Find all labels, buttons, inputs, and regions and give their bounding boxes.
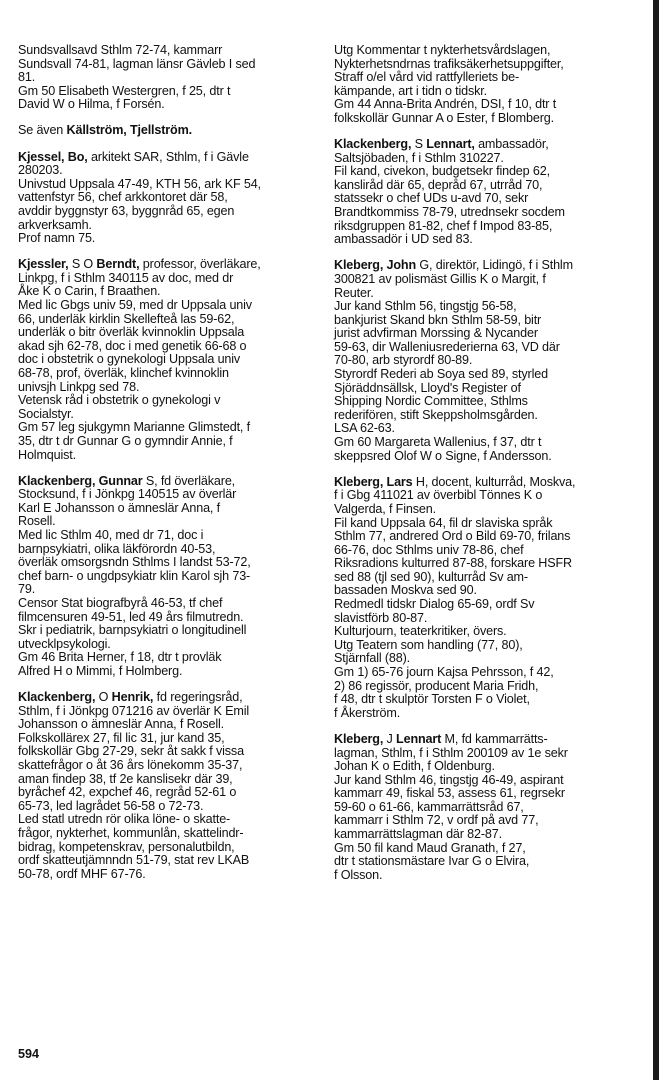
entry-headline bbox=[18, 691, 328, 705]
entry-text-line: slavistförb 80-87. bbox=[334, 610, 428, 625]
page-number: 594 bbox=[18, 1047, 40, 1061]
entry-text-line: f Åkerström. bbox=[334, 705, 401, 720]
entry-text-line: Led statl utredn rör olika löne- o skatte- bbox=[18, 812, 231, 827]
entry-text-line: skattefrågor o åt 36 års lönekomm 35-37, bbox=[18, 758, 243, 772]
entry-text-line: utvecklpsykologi. bbox=[18, 636, 111, 651]
entry-headline bbox=[18, 151, 328, 165]
entry-text-line: frågor, nykterhet, kommunlån, skattelindr- bbox=[18, 825, 244, 840]
left-column bbox=[18, 44, 328, 894]
entry-text-line: LSA 62-63. bbox=[334, 421, 395, 436]
entry-text: arkitekt SAR, Sthlm, f i Gävle bbox=[87, 149, 249, 164]
entry-text-line: kämpande, art i tidn o tidskr. bbox=[334, 83, 488, 98]
entry-text-line: Gm 60 Margareta Wallenius, f 37, dtr t bbox=[334, 435, 542, 450]
entry-text-line: Folkskollärex 27, fil lic 31, jur kand 35, bbox=[18, 730, 225, 745]
entry-text-line: Vetensk råd i obstetrik o gynekologi v bbox=[18, 393, 221, 408]
entry-text-line: Gm 57 leg sjukgymn Marianne Glimstedt, f bbox=[18, 420, 250, 435]
entry-text-line: Brandtkommiss 78-79, utrednsekr socdem bbox=[334, 205, 565, 220]
entry-text-line: filmcensuren 49-51, led 49 års filmutredn. bbox=[18, 609, 244, 624]
entry-name-bold: Berndt, bbox=[96, 257, 140, 272]
entry-text-line: 35, dtr t dr Gunnar G o gymndir Annie, f bbox=[18, 433, 233, 448]
entry-name-bold: Klackenberg, Gunnar bbox=[18, 473, 143, 488]
entry-headline: Utg Kommentar t nykterhetsvårdslagen, bbox=[334, 43, 551, 57]
entry-text-line: 66-76, doc Sthlms univ 78-86, chef bbox=[334, 542, 524, 557]
entry-text-line: Utg Teatern som handling (77, 80), bbox=[334, 637, 523, 652]
entry-text-line: 50-78, ordf MHF 67-76. bbox=[18, 866, 146, 881]
biography-entry bbox=[334, 259, 646, 463]
entry-text-line: f Olsson. bbox=[334, 867, 383, 882]
entry-text: H, docent, kulturråd, Moskva, bbox=[412, 474, 576, 489]
biography-entry bbox=[18, 44, 328, 112]
entry-text-line: ordf skatteutjämnndn 51-79, stat rev LKAB bbox=[18, 853, 250, 868]
entry-text-line: Gm 44 Anna-Brita Andrén, DSI, f 10, dtr t bbox=[334, 97, 557, 112]
entry-text-line: Gm 50 fil kand Maud Granath, f 27, bbox=[334, 840, 526, 855]
page-edge-shadow bbox=[653, 0, 659, 1080]
entry-text-line: Holmquist. bbox=[18, 447, 76, 462]
entry-text-line: bassaden Moskva sed 90. bbox=[334, 583, 477, 598]
entry-text: J bbox=[383, 731, 397, 746]
entry-text-line: Åke K o Carin, f Braathen. bbox=[18, 284, 161, 299]
entry-text-line: 2) 86 regissör, producent Maria Fridh, bbox=[334, 678, 539, 693]
entry-text: fd regeringsråd, bbox=[153, 690, 243, 705]
entry-text-line: 70-80, arb styrordf 80-89. bbox=[334, 353, 473, 368]
entry-text-line: f i Gbg 411021 av överbibl Tönnes K o bbox=[334, 488, 543, 503]
entry-headline bbox=[18, 475, 328, 489]
entry-headline bbox=[334, 259, 646, 273]
entry-text-line: Gm 46 Brita Herner, f 18, dtr t provläk bbox=[18, 650, 222, 665]
entry-text-line: Linkpg, f i Sthlm 340115 av doc, med dr bbox=[18, 270, 234, 285]
entry-headline bbox=[18, 258, 328, 272]
entry-name-bold: Klackenberg, bbox=[18, 690, 96, 705]
entry-text-line: sed 88 (tjl sed 90), kulturråd Sv am- bbox=[334, 569, 528, 584]
entry-text-line: Prof namn 75. bbox=[18, 231, 96, 246]
entry-text-line: akad sjh 62-78, doc i med genetik 66-68 o bbox=[18, 338, 247, 353]
entry-text-line: Styrordf Rederi ab Soya sed 89, styrled bbox=[334, 367, 548, 382]
entry-text-line: Sjöräddnsällsk, Lloyd's Register of bbox=[334, 380, 521, 395]
entry-text-line: Rosell. bbox=[18, 514, 56, 529]
entry-text: professor, överläkare, bbox=[139, 257, 261, 272]
entry-text-line: kanslіråd där 65, depråd 67, utrråd 70, bbox=[334, 177, 543, 192]
entry-text-line: 68-78, prof, överläk, klinchef kvinnoklin bbox=[18, 365, 229, 380]
entry-name-bold: Henrik, bbox=[111, 690, 154, 705]
entry-text-line: dtr t stationsmästare Ivar G o Elvira, bbox=[334, 854, 530, 869]
entry-text-line: aman findep 38, tf 2e kanslisekr där 39, bbox=[18, 771, 233, 786]
entry-text-line: riksdgruppen 81-82, chef f Impod 83-85, bbox=[334, 218, 553, 233]
biography-entry bbox=[334, 138, 646, 247]
biography-entry bbox=[18, 475, 328, 679]
entry-text-line: lagman, Sthlm, f i Sthlm 200109 av 1e sekr bbox=[334, 745, 568, 760]
entry-text-line: Sthlm, f i Jönkpg 071216 av överlär K Emil bbox=[18, 703, 249, 718]
entry-text: G, direktör, Lidingö, f i Sthlm bbox=[416, 258, 573, 273]
right-column bbox=[334, 44, 646, 895]
entry-text-line: Med lic Sthlm 40, med dr 71, doc i bbox=[18, 528, 204, 542]
entry-text-line: folkskollär Gunnar A o Ester, f Blomberg. bbox=[334, 110, 554, 125]
entry-name-bold: Kleberg, bbox=[334, 731, 384, 746]
entry-text-line: barnpsykiatri, olika läkförordn 40-53, bbox=[18, 541, 216, 556]
entry-text-line: Censor Stat biografbyrå 46-53, tf chef bbox=[18, 595, 223, 610]
entry-name-bold: Källström, Tjellström. bbox=[66, 123, 192, 138]
entry-text-line: Skr i pediatrik, barnpsykiatri o longitudinell bbox=[18, 623, 247, 638]
entry-text-line: Alfred H o Mimmi, f Holmberg. bbox=[18, 663, 183, 678]
entry-text-line: Sundsvall 74-81, lagman länsr Gävleb I sed bbox=[18, 56, 256, 71]
entry-text: O bbox=[95, 690, 112, 705]
entry-text-line: David W o Hilma, f Forsén. bbox=[18, 97, 165, 112]
entry-text-line: doc i obstetrik o gynekologi Uppsala univ bbox=[18, 352, 241, 367]
entry-text-line: Johansson o ämneslär Anna, f Rosell. bbox=[18, 717, 225, 732]
entry-text-line: Socialstyr. bbox=[18, 406, 74, 421]
entry-text-line: avddir byggnstyr 63, byggnråd 65, egen bbox=[18, 203, 235, 218]
biography-entry bbox=[334, 44, 646, 126]
entry-text-line: Saltsjöbaden, f i Sthlm 310227. bbox=[334, 150, 504, 165]
entry-text-line: Sthlm 77, andrered Ord o Bild 69-70, frilans bbox=[334, 529, 571, 544]
entry-text-line: Valgerda, f Finsen. bbox=[334, 501, 436, 516]
entry-text-line: Stjärnfall (88). bbox=[334, 651, 410, 666]
entry-text-line: 300821 av polismäst Gillis K o Margit, f bbox=[334, 271, 546, 286]
entry-text-line: Shipping Nordic Committee, Sthlms bbox=[334, 394, 528, 409]
entry-name-bold: Kjessel, Bo, bbox=[18, 149, 88, 164]
entry-text: S bbox=[411, 137, 427, 152]
entry-text: ambassadör, bbox=[474, 137, 549, 152]
entry-text: M, fd kammarrätts- bbox=[441, 731, 548, 746]
entry-text-line: bidrag, kompetenskrav, personalutbildn, bbox=[18, 839, 235, 854]
entry-text-line: Fil kand Uppsala 64, fil dr slaviska språk bbox=[334, 515, 553, 530]
entry-text-line: byråchef 42, expchef 46, regråd 52-61 o bbox=[18, 785, 237, 800]
entry-text-line: ambassadör i UD sed 83. bbox=[334, 232, 473, 247]
entry-text-line: 59-63, dir Walleniusrederierna 63, VD där bbox=[334, 339, 560, 354]
entry-text-line: kammarr 49, fiskal 53, assess 61, regrsekr bbox=[334, 786, 565, 801]
entry-text-line: 65-73, led lagrådet 56-58 o 72-73. bbox=[18, 798, 204, 813]
entry-text-line: 79. bbox=[18, 582, 36, 597]
entry-name-bold: Kleberg, Lars bbox=[334, 474, 413, 489]
entry-text-line: Jur kand Sthlm 56, tingstjg 56-58, bbox=[334, 299, 517, 314]
entry-text-line: Reuter. bbox=[334, 285, 374, 300]
entry-text-line: Univstud Uppsala 47-49, KTH 56, ark KF 54, bbox=[18, 176, 261, 191]
entry-text-line: chef barn- o ungdpsykiatr klin Karol sjh 73- bbox=[18, 568, 251, 583]
entry-text-line: 66, underläk kirklin Skellefteå las 59-62, bbox=[18, 311, 235, 326]
entry-text-line: f 48, dtr t skulptör Torsten F o Violet, bbox=[334, 692, 530, 707]
biography-entry bbox=[18, 258, 328, 462]
entry-name-bold: Lennart bbox=[396, 731, 442, 746]
entry-text-line: 280203. bbox=[18, 163, 63, 178]
entry-text-line: 59-60 o 61-66, kammarrättsråd 67, bbox=[334, 799, 524, 814]
entry-text-line: underläk o bitr överläk kvinnoklin Uppsala bbox=[18, 325, 245, 340]
entry-text-line: kammarr i Sthlm 72, v ordf på avd 77, bbox=[334, 813, 539, 828]
entry-text-line: Johan K o Edith, f Oldenburg. bbox=[334, 759, 495, 774]
entry-text-line: jurist advfirman Morssing & Nycander bbox=[334, 326, 538, 341]
entry-text-line: folkskollär Gbg 27-29, sekr åt sakk f vissa bbox=[18, 744, 244, 759]
entry-text-line: Fil kand, civekon, budgetsekr findep 62, bbox=[334, 164, 550, 179]
entry-text-line: rederifören, stift Skeppsholmsgården. bbox=[334, 407, 538, 422]
entry-text-line: Nykterhetsndrnas trafiksäkerhetsuppgifter, bbox=[334, 56, 564, 71]
entry-text-line: skeppsred Olof W o Signe, f Andersson. bbox=[334, 448, 552, 463]
entry-name-bold: Kjessler, bbox=[18, 257, 69, 272]
entry-text-line: statssekr o chef UDs u-avd 70, sekr bbox=[334, 191, 529, 206]
entry-text-line: Karl E Johansson o ämneslär Anna, f bbox=[18, 500, 220, 515]
entry-text-line: Riksradions kulturred 87-88, forskare HSFR bbox=[334, 556, 572, 571]
biography-entry bbox=[18, 691, 328, 881]
entry-text-line: bankjurist Skand bkn Sthlm 58-59, bitr bbox=[334, 312, 542, 327]
entry-name-bold: Lennart, bbox=[426, 137, 475, 152]
entry-text-line: arkverksamh. bbox=[18, 217, 92, 232]
entry-text-line: Kulturjourn, teaterkritiker, övers. bbox=[334, 624, 507, 639]
entry-text-line: univsjh Linkpg sed 78. bbox=[18, 379, 140, 394]
entry-text-line: Stocksund, f i Jönkpg 140515 av överlär bbox=[18, 487, 237, 502]
entry-text-line: vattenfstyr 56, chef arkkontoret där 58, bbox=[18, 190, 228, 205]
entry-text-line: överläk omsorgsndn Sthlms I landst 53-72, bbox=[18, 555, 251, 570]
entry-headline bbox=[18, 124, 328, 138]
entry-text: S, fd överläkare, bbox=[142, 473, 236, 488]
biography-entry bbox=[334, 733, 646, 883]
entry-headline: Sundsvallsavd Sthlm 72-74, kammarr bbox=[18, 43, 223, 57]
entry-text-line: kammarrättslagman där 82-87. bbox=[334, 827, 502, 842]
entry-headline bbox=[334, 138, 646, 152]
entry-text-line: Gm 50 Elisabeth Westergren, f 25, dtr t bbox=[18, 83, 231, 98]
entry-headline bbox=[334, 476, 646, 490]
entry-text-line: Med lic Gbgs univ 59, med dr Uppsala univ bbox=[18, 298, 252, 312]
entry-text: Se även bbox=[18, 123, 67, 138]
biography-entry bbox=[18, 151, 328, 246]
entry-headline bbox=[334, 733, 646, 747]
biography-entry bbox=[18, 124, 328, 138]
entry-name-bold: Klackenberg, bbox=[334, 137, 412, 152]
entry-text-line: Redmedl tidskr Dialog 65-69, ordf Sv bbox=[334, 597, 535, 612]
biography-entry bbox=[334, 476, 646, 721]
entry-text-line: Straff o/el vård vid rattfylleriets be- bbox=[334, 70, 519, 85]
entry-text-line: 81. bbox=[18, 70, 36, 85]
entry-text-line: Jur kand Sthlm 46, tingstjg 46-49, aspirant bbox=[334, 772, 564, 787]
entry-name-bold: Kleberg, John bbox=[334, 258, 417, 273]
entry-text: S O bbox=[68, 257, 97, 272]
entry-text-line: Gm 1) 65-76 journ Kajsa Pehrsson, f 42, bbox=[334, 665, 554, 680]
